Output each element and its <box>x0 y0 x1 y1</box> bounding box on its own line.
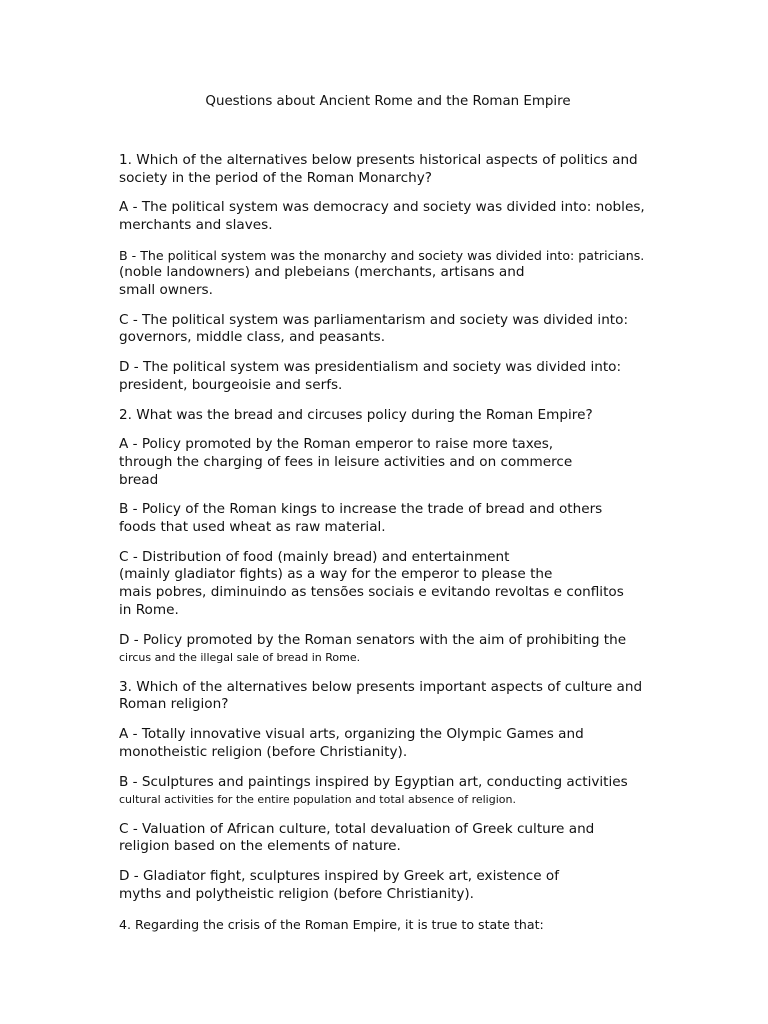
text-line: D - The political system was presidentialism and society was divided into: <box>119 359 622 376</box>
answer-3c <box>119 821 699 856</box>
answer-1d <box>119 359 699 394</box>
answer-3d <box>119 868 699 903</box>
question-1 <box>119 152 699 187</box>
document-title: Questions about Ancient Rome and the Roman Empire <box>205 94 571 109</box>
text-line: small owners. <box>119 282 213 299</box>
text-line: D - Policy promoted by the Roman senators with the aim of prohibiting the <box>119 631 627 648</box>
text-line: Roman religion? <box>119 696 229 713</box>
text-line: A - The political system was democracy and society was divided into: nobles, <box>119 199 645 216</box>
text-line: bread <box>119 471 159 488</box>
text-line: B - Policy of the Roman kings to increase the trade of bread and others <box>119 501 603 518</box>
text-line: 1. Which of the alternatives below presents historical aspects of politics and <box>119 152 638 168</box>
text-line: 4. Regarding the crisis of the Roman Empire, it is true to state that: <box>119 916 544 932</box>
document-body <box>119 152 699 945</box>
text-line: (noble landowners) and plebeians (merchants, artisans and <box>119 264 525 281</box>
question-4 <box>119 916 699 934</box>
text-line: circus and the illegal sale of bread in Rome. <box>119 651 361 665</box>
text-line: A - Policy promoted by the Roman emperor to raise more taxes, <box>119 436 554 453</box>
text-line: in Rome. <box>119 601 179 618</box>
text-line: cultural activities for the entire population and total absence of religion. <box>119 793 516 807</box>
text-line: religion based on the elements of nature. <box>119 838 401 855</box>
text-line: B - The political system was the monarchy and society was divided into: patricians. <box>119 247 645 263</box>
answer-2b <box>119 501 699 536</box>
text-line: D - Gladiator fight, sculptures inspired by Greek art, existence of <box>119 868 560 885</box>
answer-1c <box>119 312 699 347</box>
answer-2a <box>119 436 699 489</box>
text-line: C - Distribution of food (mainly bread) and entertainment <box>119 548 510 565</box>
text-line: myths and polytheistic religion (before Christianity). <box>119 885 474 902</box>
answer-2c <box>119 549 699 620</box>
text-line: C - The political system was parliamentarism and society was divided into: <box>119 311 629 328</box>
question-3 <box>119 679 699 714</box>
answer-3b <box>119 774 699 809</box>
question-2 <box>119 407 699 425</box>
answer-3a <box>119 726 699 761</box>
text-line: governors, middle class, and peasants. <box>119 329 386 346</box>
answer-1a <box>119 199 699 234</box>
text-line: president, bourgeoisie and serfs. <box>119 376 343 393</box>
text-line: society in the period of the Roman Monarchy? <box>119 169 433 186</box>
text-line: B - Sculptures and paintings inspired by Egyptian art, conducting activities <box>119 773 628 790</box>
text-line: through the charging of fees in leisure activities and on commerce <box>119 453 573 470</box>
answer-2d <box>119 632 699 667</box>
answer-1b <box>119 247 699 300</box>
text-line: merchants and slaves. <box>119 217 273 234</box>
text-line: foods that used wheat as raw material. <box>119 519 386 536</box>
text-line: mais pobres, diminuindo as tensões sociais e evitando revoltas e conflitos <box>119 584 624 601</box>
text-line: (mainly gladiator fights) as a way for the emperor to please the <box>119 566 553 583</box>
text-line: A - Totally innovative visual arts, organizing the Olympic Games and <box>119 726 584 743</box>
text-line: 2. What was the bread and circuses policy during the Roman Empire? <box>119 406 593 423</box>
text-line: C - Valuation of African culture, total devaluation of Greek culture and <box>119 820 595 837</box>
text-line: 3. Which of the alternatives below presents important aspects of culture and <box>119 678 643 695</box>
text-line: monotheistic religion (before Christianity). <box>119 743 408 760</box>
